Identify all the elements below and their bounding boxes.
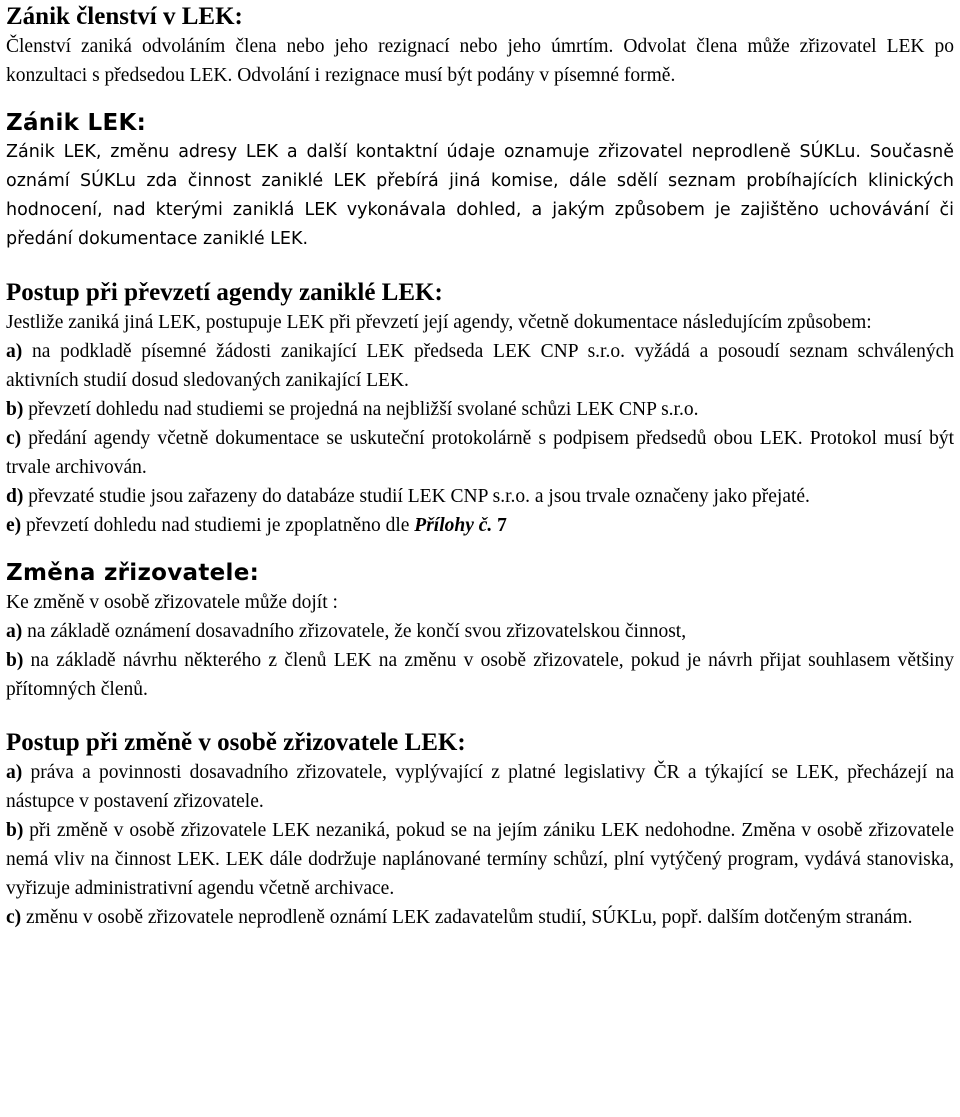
annex-reference: Přílohy č. [414, 515, 493, 536]
list-text: převzetí dohledu nad studiemi je zpoplatněno dle [21, 515, 415, 536]
list-text: práva a povinnosti dosavadního zřizovatele, vyplývající z platné legislativy ČR a týkající se LEK, přecházejí na nástupce v postavení zřizovatele. [6, 762, 954, 812]
list-label: d) [6, 486, 24, 507]
list-item-takeover-e [6, 511, 954, 540]
list-text: na základě oznámení dosavadního zřizovatele, že končí svou zřizovatelskou činnost, [22, 621, 687, 642]
heading-lek-termination: Zánik LEK: [6, 110, 147, 136]
list-item-procedure-b [6, 816, 954, 903]
list-item-procedure-a [6, 758, 954, 816]
heading-founder-change: Změna zřizovatele: [6, 560, 260, 586]
list-text: převzetí dohledu nad studiemi se projedná na nejbližší svolané schůzi LEK CNP s.r.o. [23, 399, 699, 420]
list-label: b) [6, 399, 24, 420]
list-label: a) [6, 762, 23, 783]
section-membership-termination [6, 2, 954, 90]
list-label: a) [6, 341, 23, 362]
list-text: na podkladě písemné žádosti zanikající LEK předseda LEK CNP s.r.o. vyžádá a posoudí seznam schválených aktivních studií dosud sledovaných zanikající LEK. [6, 341, 954, 391]
heading-membership-termination: Zánik členství v LEK: [6, 3, 243, 30]
list-label: b) [6, 650, 24, 671]
list-text: změnu v osobě zřizovatele neprodleně oznámí LEK zadavatelům studií, SÚKLu, popř. dalším dotčeným stranám. [21, 907, 913, 928]
list-label: c) [6, 428, 22, 449]
list-label: b) [6, 820, 24, 841]
heading-founder-change-procedure: Postup při změně v osobě zřizovatele LEK: [6, 729, 466, 756]
paragraph-founder-change-intro: Ke změně v osobě zřizovatele může dojít : [6, 592, 338, 613]
paragraph-agenda-takeover-intro: Jestliže zaniká jiná LEK, postupuje LEK při převzetí její agendy, včetně dokumentace následujícím způsobem: [6, 312, 872, 333]
heading-agenda-takeover: Postup při převzetí agendy zaniklé LEK: [6, 279, 443, 306]
list-label: c) [6, 907, 22, 928]
list-item-founder-a [6, 617, 954, 646]
list-label: e) [6, 515, 22, 536]
list-item-founder-b [6, 646, 954, 704]
list-label: a) [6, 621, 23, 642]
list-item-procedure-c [6, 903, 954, 932]
list-text: převzaté studie jsou zařazeny do databáze studií LEK CNP s.r.o. a jsou trvale označeny jako přejaté. [23, 486, 810, 507]
section-lek-termination [6, 108, 954, 254]
list-text: předání agendy včetně dokumentace se uskuteční protokolárně s podpisem předsedů obou LEK. Protokol musí být trvale archivován. [6, 428, 954, 478]
section-agenda-takeover [6, 278, 954, 540]
annex-number: 7 [492, 515, 507, 536]
list-item-takeover-a [6, 337, 954, 395]
paragraph-membership-termination: Členství zaniká odvoláním člena nebo jeho rezignací nebo jeho úmrtím. Odvolat člena může zřizovatel LEK po konzultaci s předsedou LEK. Odvolání i rezignace musí být podány v písemné formě. [6, 36, 954, 86]
list-item-takeover-c [6, 424, 954, 482]
list-text: při změně v osobě zřizovatele LEK nezaniká, pokud se na jejím zániku LEK nedohodne. Změna v osobě zřizovatele nemá vliv na činnost LEK. LEK dále dodržuje naplánované termíny schůzí, plní vytýčený program, vydává stanoviska, vyřizuje administrativní agendu včetně archivace. [6, 820, 954, 899]
paragraph-lek-termination: Zánik LEK, změnu adresy LEK a další kontaktní údaje oznamuje zřizovatel neprodleně SÚKLu. Současně oznámí SÚKLu zda činnost zaniklé LEK přebírá jiná komise, dále sdělí seznam probíhajících klinických hodnocení, nad kterými zaniklá LEK vykonávala dohled, a jakým způsobem je zajištěno uchovávání či předání dokumentace zaniklé LEK. [6, 142, 954, 249]
section-founder-change-procedure [6, 728, 954, 932]
list-item-takeover-d [6, 482, 954, 511]
list-item-takeover-b [6, 395, 954, 424]
section-founder-change [6, 558, 954, 704]
list-text: na základě návrhu některého z členů LEK na změnu v osobě zřizovatele, pokud je návrh přijat souhlasem většiny přítomných členů. [6, 650, 954, 700]
